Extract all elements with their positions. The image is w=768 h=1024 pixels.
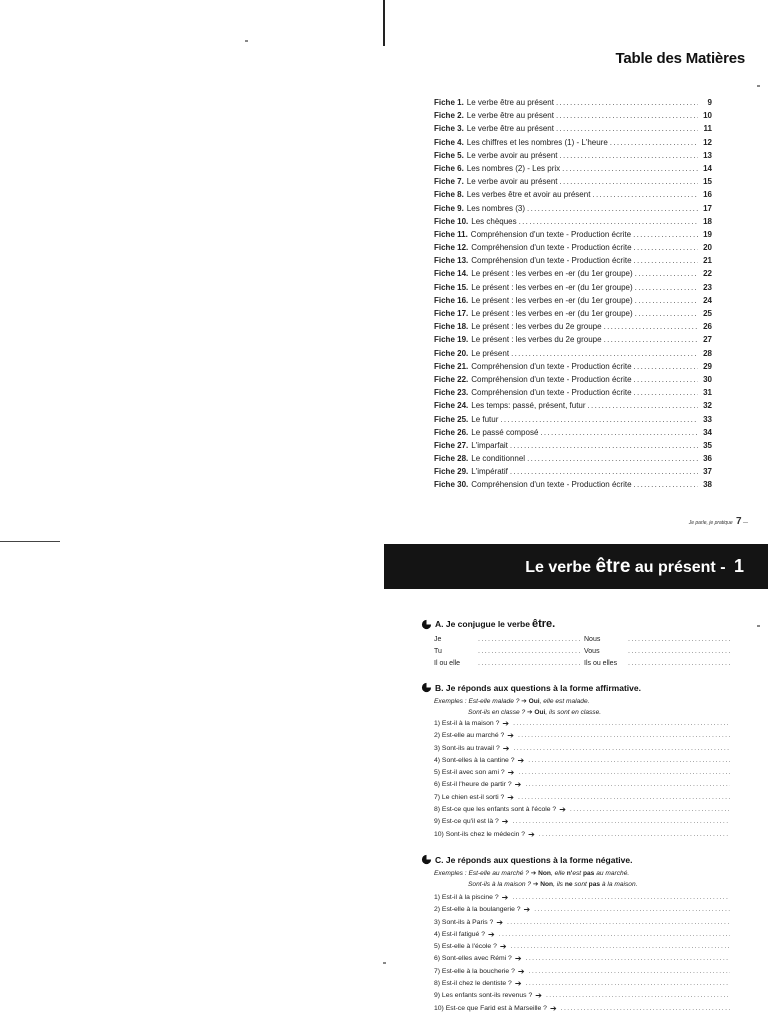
toc-title: Table des Matières — [615, 50, 745, 67]
toc-entry-text: Les temps: passé, présent, futur — [471, 401, 586, 411]
answer-dotted-line — [561, 1003, 730, 1015]
toc-leader-dots — [527, 202, 698, 215]
answer-dotted-line — [628, 646, 730, 658]
toc-entry-text: Compréhension d'un texte - Production écrite — [471, 388, 632, 398]
scan-speck — [383, 962, 386, 964]
arrow-icon: ➔ — [528, 829, 535, 839]
question-row — [434, 929, 730, 941]
question-row — [434, 829, 730, 841]
toc-entry — [434, 188, 712, 201]
toc-entry-label: Fiche 9. — [434, 203, 464, 213]
question-text: 1) Est-il à la piscine ? — [434, 894, 499, 901]
toc-leader-dots — [592, 188, 698, 201]
toc-entry-label: Fiche 20. — [434, 348, 469, 358]
toc-entry-label: Fiche 2. — [434, 111, 464, 121]
answer-dotted-line — [478, 646, 580, 658]
toc-entry-text: Le présent : les verbes en -er (du 1er groupe) — [471, 282, 633, 292]
arrow-icon: ➔ — [488, 929, 495, 939]
toc-entry-page: 9 — [707, 98, 712, 107]
toc-entry-page: 31 — [703, 388, 712, 398]
toc-entry-text: Compréhension d'un texte - Production écrite — [471, 480, 632, 490]
toc-entry-page: 12 — [703, 137, 712, 147]
toc-leader-dots — [604, 320, 698, 333]
question-row — [434, 990, 730, 1002]
toc-entry — [434, 96, 712, 109]
toc-entry-label: Fiche 11. — [434, 229, 468, 239]
toc-leader-dots — [634, 478, 698, 491]
answer-dotted-line — [513, 718, 730, 730]
toc-entry-page: 34 — [703, 427, 712, 437]
question-text: 5) Est-il avec son ami ? — [434, 769, 505, 777]
answer-dotted-line — [628, 634, 730, 646]
toc-entry-page: 19 — [703, 229, 712, 239]
question-row — [434, 792, 730, 804]
toc-entry-label: Fiche 12. — [434, 243, 469, 253]
toc-entry-text: Le verbe être au présent — [466, 111, 554, 121]
toc-leader-dots — [604, 333, 698, 346]
question-text: 7) Est-elle à la boucherie ? — [434, 967, 515, 975]
section-c-example-2: Sont-ils à la maison ? ➔ Non, ils ne sont pas à la maison. — [468, 880, 638, 888]
toc-leader-dots — [635, 294, 698, 307]
page-footer: Je parle, je pratique 7 — — [688, 516, 748, 527]
section-bullet-icon — [421, 854, 432, 865]
toc-entry-text: Le présent : les verbes en -er (du 1er groupe) — [471, 295, 633, 305]
question-row — [434, 953, 730, 965]
arrow-icon: ➔ — [549, 1003, 557, 1013]
arrow-icon: ➔ — [499, 942, 507, 952]
answer-dotted-line — [499, 929, 730, 941]
arrow-icon: ➔ — [507, 792, 514, 802]
page-edge-line — [383, 0, 385, 46]
answer-dotted-line — [528, 755, 730, 767]
arrow-icon: ➔ — [502, 743, 510, 753]
toc-leader-dots — [556, 122, 698, 135]
question-text: 8) Est-ce que les enfants sont à l'école ? — [434, 806, 557, 814]
toc-entry-label: Fiche 28. — [434, 454, 469, 464]
toc-entry-text: Le passé composé — [471, 427, 539, 437]
toc-entry-page: 16 — [703, 190, 712, 200]
toc-entry — [434, 254, 712, 267]
toc-leader-dots — [510, 439, 698, 452]
question-row — [434, 1003, 730, 1015]
question-text: 9) Est-ce qu'il est là ? — [434, 818, 499, 826]
toc-entry-text: Compréhension d'un texte - Production écrite — [471, 256, 632, 266]
pronoun-label: Il ou elle — [434, 660, 461, 667]
toc-entry-text: Le présent — [471, 348, 510, 358]
section-bullet-icon — [421, 619, 432, 630]
arrow-icon: ➔ — [535, 991, 542, 1001]
toc-entry — [434, 109, 712, 122]
toc-entry-label: Fiche 24. — [434, 401, 469, 411]
section-bullet-icon — [421, 682, 432, 693]
section-c-questions — [434, 892, 730, 1015]
question-row — [434, 917, 730, 929]
toc-entry — [434, 215, 712, 228]
toc-entry-page: 30 — [703, 374, 712, 384]
scan-speck — [245, 40, 248, 42]
conjugation-row — [434, 646, 734, 658]
toc-leader-dots — [540, 426, 698, 439]
question-text: 2) Est-elle au marché ? — [434, 732, 505, 740]
toc-entry-label: Fiche 5. — [434, 150, 464, 160]
toc-entry-label: Fiche 29. — [434, 467, 469, 477]
toc-entry-page: 37 — [703, 467, 712, 477]
chapter-title-suffix: au présent - — [634, 559, 726, 576]
answer-dotted-line — [525, 779, 730, 791]
toc-entry-text: Le présent : les verbes en -er (du 1er groupe) — [471, 309, 633, 318]
question-row — [434, 816, 730, 828]
toc-entry — [434, 162, 712, 175]
answer-dotted-line — [507, 917, 730, 929]
toc-entry-page: 13 — [703, 150, 712, 160]
toc-entry-page: 38 — [703, 480, 712, 490]
arrow-icon: ➔ — [517, 755, 525, 765]
arrow-icon: ➔ — [514, 979, 522, 989]
toc-entry-label: Fiche 25. — [434, 414, 469, 424]
section-c-heading — [421, 854, 632, 865]
toc-entry — [434, 426, 712, 439]
toc-leader-dots — [635, 267, 698, 280]
toc-entry — [434, 413, 712, 426]
question-row — [434, 892, 730, 904]
answer-dotted-line — [513, 743, 730, 755]
toc-entry — [434, 307, 712, 320]
conjugation-grid — [434, 634, 734, 670]
toc-entry-page: 23 — [703, 282, 712, 292]
toc-leader-dots — [635, 281, 698, 294]
toc-entry-page: 14 — [703, 163, 712, 173]
toc-entry-page: 35 — [703, 440, 712, 450]
section-b-examples — [434, 697, 601, 718]
toc-entry — [434, 202, 712, 215]
section-a-verb: être. — [531, 618, 556, 630]
conjugation-cell — [584, 634, 734, 646]
toc-entry-page: 18 — [703, 216, 712, 226]
question-text: 10) Est-ce que Farid est à Marseille ? — [434, 1004, 547, 1012]
arrow-icon: ➔ — [501, 893, 509, 902]
toc-entry-page: 25 — [703, 309, 712, 318]
toc-leader-dots — [635, 307, 698, 320]
toc-entry — [434, 360, 712, 373]
toc-list — [434, 96, 712, 492]
toc-leader-dots — [511, 347, 698, 360]
conjugation-row — [434, 658, 734, 670]
scan-speck — [757, 85, 760, 87]
question-text: 3) Sont-ils à Paris ? — [434, 918, 494, 926]
answer-dotted-line — [628, 658, 730, 670]
footer-page-number: 7 — [736, 516, 742, 527]
question-row — [434, 718, 730, 730]
arrow-icon: ➔ — [507, 731, 514, 741]
toc-entry-label: Fiche 6. — [434, 163, 464, 173]
toc-leader-dots — [634, 241, 698, 254]
answer-dotted-line — [570, 804, 730, 816]
answer-dotted-line — [512, 816, 730, 828]
answer-dotted-line — [546, 990, 730, 1002]
toc-entry-label: Fiche 18. — [434, 322, 469, 332]
toc-leader-dots — [519, 215, 698, 228]
toc-entry-page: 28 — [703, 348, 712, 358]
conjugation-cell — [584, 658, 734, 670]
question-text: 3) Sont-ils au travail ? — [434, 744, 500, 752]
toc-entry-label: Fiche 10. — [434, 216, 469, 226]
toc-entry-page: 32 — [703, 401, 712, 411]
toc-leader-dots — [500, 413, 698, 426]
toc-entry-text: Le présent : les verbes du 2e groupe — [471, 322, 602, 332]
toc-entry-label: Fiche 17. — [434, 309, 469, 318]
toc-entry-page: 20 — [703, 243, 712, 253]
conjugation-cell — [584, 646, 734, 658]
toc-entry — [434, 347, 712, 360]
chapter-title-verb: être — [595, 556, 631, 577]
chapter-number: 1 — [733, 556, 744, 576]
toc-leader-dots — [634, 360, 698, 373]
toc-entry — [434, 175, 712, 188]
answer-dotted-line — [534, 904, 730, 916]
toc-entry-label: Fiche 15. — [434, 282, 469, 292]
section-b-heading — [421, 682, 641, 693]
toc-entry — [434, 136, 712, 149]
conjugation-cell — [434, 658, 584, 670]
question-row — [434, 966, 730, 978]
toc-entry-text: L'impératif — [471, 467, 508, 477]
toc-entry — [434, 399, 712, 412]
answer-dotted-line — [518, 792, 730, 804]
toc-entry-text: L'imparfait — [471, 440, 508, 450]
toc-entry-label: Fiche 21. — [434, 361, 469, 371]
conjugation-cell — [434, 646, 584, 658]
question-row — [434, 743, 730, 755]
toc-entry-text: Le verbe avoir au présent — [466, 150, 558, 160]
toc-entry-page: 29 — [703, 361, 712, 371]
toc-entry-label: Fiche 3. — [434, 124, 464, 134]
answer-dotted-line — [512, 892, 730, 904]
question-text: 9) Les enfants sont-ils revenus ? — [434, 992, 533, 1000]
toc-entry — [434, 149, 712, 162]
toc-leader-dots — [556, 109, 698, 122]
question-text: 4) Est-il fatigué ? — [434, 930, 485, 938]
toc-entry-text: Le verbe être au présent — [466, 98, 554, 107]
conjugation-cell — [434, 634, 584, 646]
toc-entry-text: Le verbe avoir au présent — [466, 177, 558, 187]
toc-entry — [434, 373, 712, 386]
toc-entry-page: 10 — [703, 111, 712, 121]
question-text: 8) Est-il chez le dentiste ? — [434, 980, 512, 988]
answer-dotted-line — [518, 730, 730, 742]
chapter-title-prefix: Le verbe — [525, 559, 592, 576]
toc-entry — [434, 478, 712, 491]
section-c-title: C. Je réponds aux questions à la forme négative. — [435, 854, 633, 865]
toc-entry-page: 33 — [703, 414, 712, 424]
section-b-example-2: Sont-ils en classe ? ➔ Oui, ils sont en classe. — [468, 708, 602, 716]
toc-leader-dots — [634, 386, 698, 399]
question-text: 1) Est-il à la maison ? — [434, 720, 500, 727]
toc-entry-text: Compréhension d'un texte - Production écrite — [471, 361, 632, 371]
arrow-icon: ➔ — [559, 805, 566, 815]
toc-entry-page: 36 — [703, 454, 712, 464]
question-row — [434, 941, 730, 953]
arrow-icon: ➔ — [523, 905, 531, 915]
chapter-banner — [384, 544, 768, 589]
toc-entry-label: Fiche 1. — [434, 98, 464, 107]
toc-entry-text: Compréhension d'un texte - Production écrite — [471, 243, 632, 253]
toc-entry — [434, 122, 712, 135]
toc-leader-dots — [634, 373, 698, 386]
pronoun-label: Ils ou elles — [584, 660, 618, 667]
toc-entry-page: 11 — [703, 124, 712, 134]
left-page-edge-mark — [0, 541, 60, 542]
section-b-questions — [434, 718, 730, 841]
toc-entry-page: 27 — [703, 335, 712, 345]
toc-entry — [434, 386, 712, 399]
conjugation-row — [434, 634, 734, 646]
answer-dotted-line — [539, 829, 730, 841]
toc-entry-page: 26 — [703, 322, 712, 332]
footer-book-title: Je parle, je pratique — [688, 520, 733, 526]
answer-dotted-line — [529, 966, 730, 978]
toc-leader-dots — [527, 452, 698, 465]
toc-entry-label: Fiche 26. — [434, 427, 469, 437]
toc-entry-page: 15 — [703, 177, 712, 187]
toc-entry — [434, 320, 712, 333]
arrow-icon: ➔ — [507, 768, 515, 778]
question-text: 6) Sont-elles avec Rémi ? — [434, 955, 512, 963]
section-c-example-1: Exemples : Est-elle au marché ? ➔ Non, elle n'est pas au marché. — [434, 870, 630, 877]
scan-speck — [757, 625, 760, 627]
toc-leader-dots — [633, 228, 698, 241]
arrow-icon: ➔ — [514, 954, 522, 964]
section-c-examples — [434, 869, 637, 890]
toc-entry — [434, 281, 712, 294]
toc-entry — [434, 241, 712, 254]
toc-entry-text: Les nombres (2) - Les prix — [466, 163, 561, 173]
toc-entry-text: Compréhension d'un texte - Production écrite — [470, 229, 632, 239]
toc-entry-page: 21 — [703, 256, 712, 266]
toc-leader-dots — [610, 136, 698, 149]
pronoun-label: Tu — [434, 648, 442, 655]
pronoun-label: Vous — [584, 648, 600, 655]
toc-leader-dots — [510, 465, 698, 478]
toc-entry — [434, 228, 712, 241]
question-text: 4) Sont-elles à la cantine ? — [434, 756, 515, 764]
toc-entry-label: Fiche 14. — [434, 269, 469, 279]
toc-entry-label: Fiche 7. — [434, 177, 464, 187]
question-text: 2) Est-elle à la boulangerie ? — [434, 906, 521, 914]
question-row — [434, 730, 730, 742]
toc-entry-label: Fiche 30. — [434, 480, 469, 490]
toc-entry-text: Le présent : les verbes en -er (du 1er groupe) — [471, 269, 633, 279]
answer-dotted-line — [518, 767, 730, 779]
toc-entry-text: Les verbes être et avoir au présent — [466, 190, 591, 200]
toc-entry-label: Fiche 8. — [434, 190, 464, 200]
toc-leader-dots — [560, 175, 698, 188]
toc-entry-text: Les nombres (3) — [466, 203, 526, 213]
arrow-icon: ➔ — [514, 780, 522, 790]
section-a-heading — [421, 618, 555, 630]
toc-entry-text: Les chiffres et les nombres (1) - L'heure — [466, 137, 608, 147]
toc-leader-dots — [556, 96, 698, 109]
toc-entry-label: Fiche 19. — [434, 335, 469, 345]
toc-entry — [434, 333, 712, 346]
toc-entry-text: Les chèques — [471, 216, 517, 226]
question-text: 7) Le chien est-il sorti ? — [434, 793, 505, 801]
section-b-title: B. Je réponds aux questions à la forme affirmative. — [435, 682, 641, 693]
question-text: 5) Est-elle à l'école ? — [434, 943, 497, 951]
toc-entry — [434, 294, 712, 307]
arrow-icon: ➔ — [501, 817, 509, 827]
toc-leader-dots — [634, 254, 698, 267]
arrow-icon: ➔ — [496, 917, 504, 927]
question-row — [434, 755, 730, 767]
toc-leader-dots — [588, 399, 698, 412]
toc-entry-label: Fiche 4. — [434, 137, 464, 147]
question-row — [434, 767, 730, 779]
toc-entry — [434, 465, 712, 478]
question-row — [434, 804, 730, 816]
section-a-title: A. Je conjugue le verbe — [435, 619, 530, 629]
toc-entry-text: Le conditionnel — [471, 454, 526, 464]
toc-entry-label: Fiche 16. — [434, 295, 469, 305]
answer-dotted-line — [478, 634, 580, 646]
question-text: 6) Est-il l'heure de partir ? — [434, 781, 512, 789]
chapter-title — [525, 556, 744, 578]
toc-entry — [434, 267, 712, 280]
answer-dotted-line — [526, 953, 730, 965]
pronoun-label: Je — [434, 636, 442, 643]
toc-entry-label: Fiche 22. — [434, 374, 469, 384]
toc-entry-label: Fiche 27. — [434, 440, 469, 450]
answer-dotted-line — [478, 658, 580, 670]
arrow-icon: ➔ — [517, 966, 525, 976]
answer-dotted-line — [511, 941, 730, 953]
toc-entry — [434, 439, 712, 452]
toc-entry-page: 24 — [703, 295, 712, 305]
question-row — [434, 978, 730, 990]
toc-entry-page: 22 — [703, 269, 712, 279]
answer-dotted-line — [526, 978, 730, 990]
toc-leader-dots — [562, 162, 698, 175]
toc-entry-text: Le présent : les verbes du 2e groupe — [471, 335, 602, 345]
toc-entry — [434, 452, 712, 465]
toc-entry-label: Fiche 13. — [434, 256, 469, 266]
toc-entry-label: Fiche 23. — [434, 388, 469, 398]
question-row — [434, 779, 730, 791]
pronoun-label: Nous — [584, 636, 601, 643]
question-row — [434, 904, 730, 916]
toc-entry-text: Le futur — [471, 414, 499, 424]
arrow-icon: ➔ — [502, 719, 510, 728]
toc-leader-dots — [560, 149, 698, 162]
section-b-example-1: Exemples : Est-elle malade ? ➔ Oui, elle est malade. — [434, 698, 590, 705]
toc-entry-text: Le verbe être au présent — [466, 124, 554, 134]
toc-entry-page: 17 — [703, 203, 712, 213]
question-text: 10) Sont-ils chez le médecin ? — [434, 830, 526, 838]
toc-entry-text: Compréhension d'un texte - Production écrite — [471, 374, 632, 384]
